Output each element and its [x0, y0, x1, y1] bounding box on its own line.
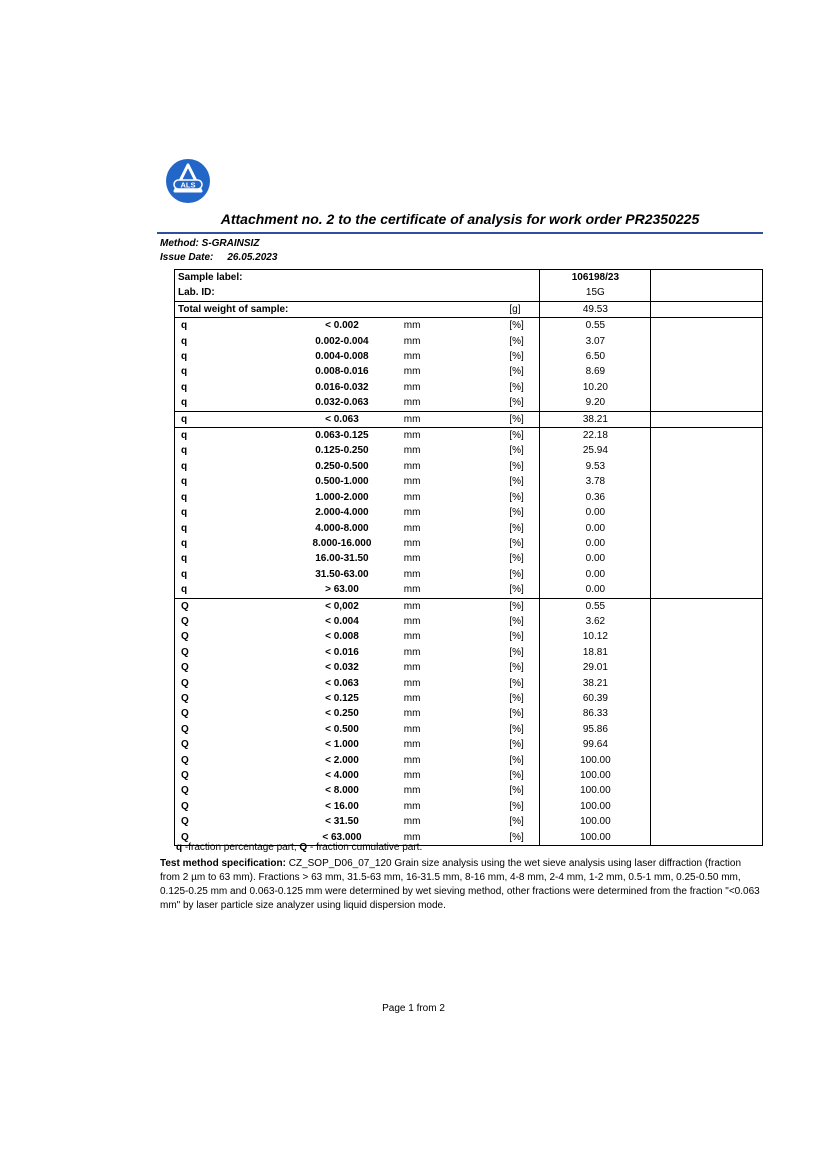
percent-unit: [%] [509, 318, 540, 334]
unit: mm [403, 507, 421, 519]
unit: mm [403, 739, 421, 751]
unit: mm [403, 770, 421, 781]
fraction-symbol: Q [181, 646, 189, 658]
percent-unit: [%] [509, 460, 524, 472]
percent-unit: [%] [509, 568, 524, 580]
table-row [175, 737, 763, 752]
size-range: 0.008-0.016 [315, 366, 369, 378]
unit: mm [403, 816, 421, 828]
table-row [175, 536, 763, 551]
fraction-symbol: q [181, 335, 188, 347]
result-value: 0.55 [540, 318, 651, 334]
table-row [175, 768, 763, 783]
unit: mm [403, 723, 421, 735]
table-row [175, 706, 763, 721]
unit: mm [403, 800, 421, 812]
size-range: < 0.063 [325, 677, 359, 689]
percent-unit: [%] [509, 708, 524, 720]
unit: mm [403, 445, 421, 457]
result-value: 0.00 [540, 521, 651, 536]
unit: mm [403, 662, 421, 674]
result-value: 9.53 [540, 459, 651, 474]
result-value: 6.50 [540, 349, 651, 364]
weight-label: Total weight of sample: [175, 301, 510, 317]
unit: mm [403, 381, 421, 393]
percent-unit: [%] [509, 537, 524, 549]
percent-unit: [%] [509, 507, 524, 519]
result-value: 100.00 [540, 830, 651, 846]
table-row [175, 567, 763, 582]
unit: mm [398, 318, 510, 334]
legend-q-text: -fraction percentage part, [182, 842, 300, 853]
fraction-symbol: q [181, 445, 188, 457]
result-value: 0.55 [540, 598, 651, 614]
unit: mm [403, 568, 421, 580]
size-range: < 0.016 [325, 646, 359, 658]
fraction-symbol: Q [181, 662, 189, 674]
result-value: 25.94 [540, 443, 651, 458]
result-value: 99.64 [540, 737, 651, 752]
result-value: 29.01 [540, 660, 651, 675]
percent-unit: [%] [509, 662, 524, 674]
size-range: 0.500-1.000 [315, 476, 369, 488]
legend-q-symbol: q [176, 842, 183, 853]
result-value: 10.12 [540, 629, 651, 644]
fraction-symbol: q [181, 351, 188, 363]
table-row [175, 349, 763, 364]
result-value: 0.00 [540, 536, 651, 551]
fraction-symbol: q [175, 428, 287, 444]
unit: mm [403, 692, 421, 704]
title-divider [157, 232, 763, 234]
fraction-symbol: Q [181, 785, 189, 797]
result-value: 38.21 [540, 411, 651, 427]
fraction-symbol: Q [181, 723, 189, 735]
fraction-symbol: q [181, 568, 188, 580]
fraction-symbol: Q [181, 831, 189, 843]
legend-Q-symbol: Q [299, 842, 308, 853]
percent-unit: [%] [509, 553, 524, 565]
unit: mm [403, 631, 421, 643]
result-value: 100.00 [540, 753, 651, 768]
percent-unit: [%] [509, 816, 524, 828]
issue-date-value: 26.05.2023 [227, 252, 278, 263]
result-value: 0.00 [540, 505, 651, 520]
table-row [175, 459, 763, 474]
percent-unit: [%] [509, 397, 524, 409]
table-row [175, 660, 763, 675]
table-row [175, 521, 763, 536]
result-value: 10.20 [540, 380, 651, 395]
unit: mm [403, 677, 421, 689]
method-label: Method: S-GRAINSIZ [160, 238, 260, 249]
weight-unit: [g] [509, 301, 540, 317]
unit: mm [403, 785, 421, 797]
percent-unit: [%] [509, 476, 524, 488]
fraction-symbol: q [181, 584, 188, 596]
unit: mm [403, 646, 421, 658]
unit: mm [403, 553, 421, 565]
size-range: 4.000-8.000 [315, 522, 369, 534]
unit: mm [403, 491, 421, 503]
unit: mm [403, 397, 421, 409]
result-value: 86.33 [540, 706, 651, 721]
size-range: < 0.004 [325, 615, 359, 627]
percent-unit: [%] [509, 754, 524, 766]
size-range: < 4.000 [325, 770, 359, 781]
size-range: 0.125-0.250 [315, 445, 369, 457]
fraction-symbol: q [181, 507, 188, 519]
unit: mm [403, 522, 421, 534]
fraction-symbol: Q [181, 800, 189, 812]
lab-id-label: Lab. ID: [178, 287, 215, 299]
result-value: 22.18 [540, 428, 651, 444]
percent-unit: [%] [509, 335, 524, 347]
issue-date-label: Issue Date: [160, 252, 214, 263]
lab-id-value: 15G [540, 285, 651, 301]
size-range: < 0,002 [286, 598, 398, 614]
percent-unit: [%] [509, 831, 524, 843]
unit: mm [403, 708, 421, 720]
table-row [175, 364, 763, 379]
table-row [175, 598, 763, 614]
result-value: 100.00 [540, 799, 651, 814]
fraction-symbol: q [181, 553, 188, 565]
grain-size-table [174, 269, 763, 846]
size-range: < 0.063 [286, 411, 398, 427]
percent-unit: [%] [509, 615, 524, 627]
result-value: 0.00 [540, 567, 651, 582]
unit: mm [403, 831, 421, 843]
size-range: < 0.250 [325, 708, 359, 720]
percent-unit: [%] [509, 770, 524, 781]
result-value: 18.81 [540, 645, 651, 660]
result-value: 0.00 [540, 582, 651, 598]
unit: mm [403, 366, 421, 378]
legend [176, 842, 422, 853]
fraction-symbol: q [175, 411, 287, 427]
size-range: 31.50-63.00 [315, 568, 369, 580]
table-row [175, 443, 763, 458]
result-value: 3.07 [540, 334, 651, 349]
percent-unit: [%] [509, 491, 524, 503]
unit: mm [398, 428, 510, 444]
fraction-symbol: Q [181, 754, 189, 766]
fraction-symbol: Q [181, 615, 189, 627]
unit: mm [403, 537, 421, 549]
size-range: 0.063-0.125 [286, 428, 398, 444]
result-value: 60.39 [540, 691, 651, 706]
page-footer: Page 1 from 2 [382, 1003, 445, 1014]
table-row [175, 799, 763, 814]
fraction-symbol: q [181, 397, 188, 409]
table-row [175, 551, 763, 566]
percent-unit: [%] [509, 381, 524, 393]
size-range: 16.00-31.50 [315, 553, 369, 565]
unit: mm [398, 411, 510, 427]
table-row [175, 411, 763, 427]
percent-unit: [%] [509, 366, 524, 378]
fraction-symbol: q [181, 366, 188, 378]
weight-value: 49.53 [540, 301, 651, 317]
unit: mm [403, 335, 421, 347]
size-range: < 16.00 [325, 800, 359, 812]
table-row [175, 614, 763, 629]
table-row [175, 395, 763, 411]
percent-unit: [%] [509, 785, 524, 797]
table-row [175, 505, 763, 520]
svg-text:ALS: ALS [180, 180, 196, 190]
table-row [175, 474, 763, 489]
fraction-symbol: q [181, 381, 188, 393]
percent-unit: [%] [509, 522, 524, 534]
result-value: 95.86 [540, 722, 651, 737]
size-range: 0.016-0.032 [315, 381, 369, 393]
fraction-symbol: q [181, 522, 188, 534]
fraction-symbol: q [175, 318, 287, 334]
percent-unit: [%] [509, 631, 524, 643]
fraction-symbol: Q [181, 677, 189, 689]
result-value: 0.36 [540, 490, 651, 505]
unit: mm [403, 615, 421, 627]
fraction-symbol: q [181, 476, 188, 488]
result-value: 100.00 [540, 783, 651, 798]
percent-unit: [%] [509, 428, 540, 444]
fraction-symbol: Q [175, 598, 287, 614]
fraction-symbol: Q [181, 816, 189, 828]
table-row [175, 629, 763, 644]
table-row [175, 783, 763, 798]
table-row [175, 490, 763, 505]
size-range: < 0.002 [286, 318, 398, 334]
spec-label: Test method specification: [160, 858, 286, 869]
unit: mm [398, 598, 510, 614]
table-row [175, 814, 763, 829]
percent-unit: [%] [509, 351, 524, 363]
percent-unit: [%] [509, 739, 524, 751]
size-range: 1.000-2.000 [315, 491, 369, 503]
percent-unit: [%] [509, 677, 524, 689]
size-range: < 0.008 [325, 631, 359, 643]
fraction-symbol: q [181, 491, 188, 503]
fraction-symbol: q [181, 537, 188, 549]
header-row-weight [175, 301, 763, 317]
table-row [175, 318, 763, 334]
result-value: 3.78 [540, 474, 651, 489]
test-method-spec [160, 857, 760, 913]
fraction-symbol: Q [181, 770, 189, 781]
sample-value: 106198/23 [540, 270, 651, 286]
unit: mm [403, 584, 421, 596]
table-row [175, 428, 763, 444]
result-value: 38.21 [540, 676, 651, 691]
als-logo [165, 158, 211, 204]
size-range: < 1.000 [325, 739, 359, 751]
size-range: < 0.500 [325, 723, 359, 735]
size-range: 0.032-0.063 [315, 397, 369, 409]
unit: mm [403, 351, 421, 363]
table-row [175, 691, 763, 706]
result-value: 3.62 [540, 614, 651, 629]
page-title: Attachment no. 2 to the certificate of analysis for work order PR2350225 [220, 211, 700, 227]
table-row [175, 722, 763, 737]
legend-Q-text: - fraction cumulative part. [307, 842, 423, 853]
size-range: < 63.000 [322, 831, 362, 843]
size-range: 2.000-4.000 [315, 507, 369, 519]
result-value: 8.69 [540, 364, 651, 379]
result-value: 100.00 [540, 814, 651, 829]
size-range: < 31.50 [325, 816, 359, 828]
table-row [175, 645, 763, 660]
size-range: < 8.000 [325, 785, 359, 797]
size-range: 8.000-16.000 [312, 537, 372, 549]
fraction-symbol: q [181, 460, 188, 472]
percent-unit: [%] [509, 800, 524, 812]
percent-unit: [%] [509, 445, 524, 457]
fraction-symbol: Q [181, 739, 189, 751]
percent-unit: [%] [509, 692, 524, 704]
table-row [175, 676, 763, 691]
table-row [175, 380, 763, 395]
fraction-symbol: Q [181, 692, 189, 704]
size-range: 0.004-0.008 [315, 351, 369, 363]
table-row [175, 753, 763, 768]
size-range: < 0.032 [325, 662, 359, 674]
issue-date-line [160, 252, 277, 263]
unit: mm [403, 460, 421, 472]
percent-unit: [%] [509, 646, 524, 658]
percent-unit: [%] [509, 723, 524, 735]
result-value: 0.00 [540, 551, 651, 566]
fraction-symbol: Q [181, 708, 189, 720]
result-value: 9.20 [540, 395, 651, 411]
spec-text: CZ_SOP_D06_07_120 Grain size analysis using the wet sieve analysis using laser diffraction (fraction from 2 µm to 63 mm). Fractions > 63 mm, 31.5-63 mm, 16-31.5 mm, 8-16 mm, 4-8 mm, 2-4 mm, 1-2 mm, 0.5-1 mm, 0.25-0.50 mm, 0.125-0.25 mm and 0.063-0.125 mm were determined by wet sieving method, other fractions were determined from the fraction "<0.063 mm" by laser particle size analyzer using liquid dispersion mode. [160, 858, 760, 911]
size-range: < 2.000 [325, 754, 359, 766]
percent-unit: [%] [509, 584, 524, 596]
unit: mm [403, 754, 421, 766]
size-range: < 0.125 [325, 692, 359, 704]
size-range: 0.250-0.500 [315, 460, 369, 472]
table-row [175, 582, 763, 598]
size-range: 0.002-0.004 [315, 335, 369, 347]
sample-label: Sample label: [178, 272, 243, 283]
size-range: > 63.00 [325, 584, 359, 596]
result-value: 100.00 [540, 768, 651, 783]
header-row-sample [175, 270, 763, 286]
method-line [160, 238, 259, 249]
table-row [175, 334, 763, 349]
percent-unit: [%] [509, 411, 540, 427]
percent-unit: [%] [509, 598, 540, 614]
unit: mm [403, 476, 421, 488]
fraction-symbol: Q [181, 631, 189, 643]
header-row-lab [175, 285, 763, 301]
